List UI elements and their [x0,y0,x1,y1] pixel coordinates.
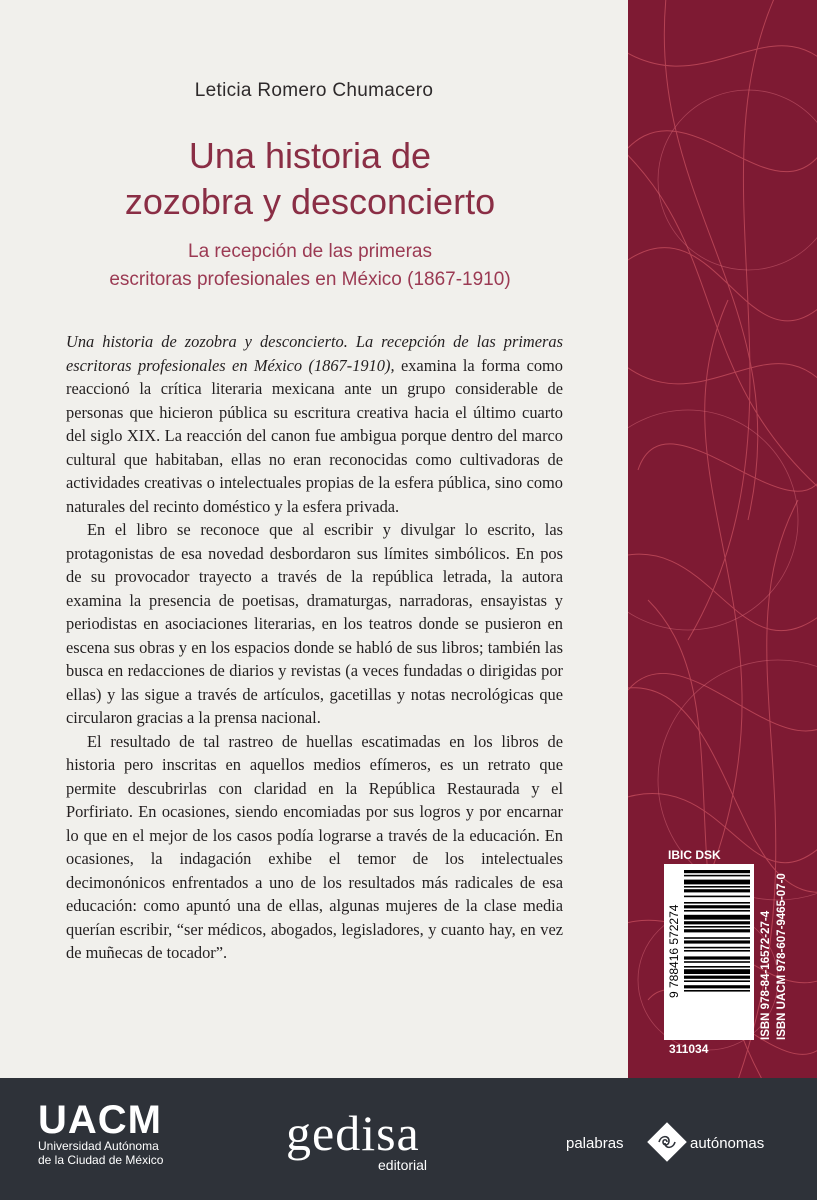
barcode-bar [684,905,750,908]
barcode-bar [684,870,750,873]
barcode-bar [684,990,750,992]
barcode-bar [684,937,750,939]
uacm-sub-line-2: de la Ciudad de México [38,1153,164,1167]
gedisa-subtitle: editorial [378,1157,428,1173]
isbn-uacm-number: ISBN UACM 978-607-9465-07-0 [776,873,788,1040]
barcode-bar [684,929,750,932]
barcode-bar [684,950,750,952]
author-name: Leticia Romero Chumacero [194,80,434,101]
barcode-bar [684,896,750,898]
uacm-subtitle [38,1139,238,1167]
collection-diamond-icon [645,1120,689,1164]
synopsis-paragraph-1 [66,330,563,518]
barcode-bar [684,980,750,982]
barcode-bar [684,915,750,920]
uacm-sub-line-1: Universidad Autónoma [38,1139,159,1153]
book-title [0,133,620,225]
synopsis-p1-rest: examina la forma como reaccionó la crítica literaria mexicana ante un grupo considerable de personas que hicieron pública su escritura creativa hacia el último cuarto del siglo XIX. La reacción del canon fue ambigua porque dentro del marco cultural que habitaban, ellas no eran reconocidas como cultivadoras de actividades creativas o intelectuales propias de la esfera pública, sino como naturales del recinto doméstico y la esfera privada. [66,355,563,516]
barcode-bar [684,976,750,979]
barcode-bar [684,910,750,912]
barcode-bar [684,956,750,959]
ibic-label: IBIC DSK [668,848,721,862]
barcode-bar [684,985,750,988]
barcode-bar [684,966,750,968]
barcode-bar [684,875,750,877]
barcode-bar [684,926,750,928]
synopsis-paragraph-2: En el libro se reconoce que al escribir y divulgar lo escrito, las protagonistas de esa novedad desbordaron sus límites simbólicos. En pos de su provocador trayecto a través de la república letrada, la autora examina la presencia de poetisas, dramaturgas, narradoras, ensayistas y periodistas en asociaciones literarias, en los teatros donde se pusieron en escena sus obras y en los espacios donde se habló de sus libros; también las busca en redacciones de diarios y revistas (a veces fundadas o dirigidas por ellas) y las sigue a través de artículos, gacetillas y notas necrológicas que circularon gracias a la prensa nacional. [66,520,563,727]
synopsis-italic-title: Una historia de zozobra y desconcierto. La recepción de las primeras escritoras profesionales en México (1867-1910), [66,332,563,375]
barcode-bar [684,902,750,904]
title-line-2: zozobra y desconcierto [124,181,496,222]
barcode-bar [684,969,750,974]
barcode-bar [684,880,750,885]
collection-name-right: autónomas [690,1135,765,1152]
barcode-bar [684,947,750,949]
barcode-bar [684,921,750,924]
book-subtitle [0,238,620,294]
subtitle-line-2: escritoras profesionales en México (1867-1910) [109,269,511,290]
barcode-bar [684,889,750,892]
barcode-bar [684,886,750,888]
barcode-digits: 9 788416 572274 [667,904,681,998]
barcode-bar [684,940,750,943]
product-code: 311034 [669,1042,709,1056]
gedisa-logo: gedisa [286,1105,420,1161]
title-line-1: Una historia de [188,135,432,176]
synopsis-paragraph-3: El resultado de tal rastreo de huellas escatimadas en los libros de historia pero inscritas en aquellos medios efímeros, es un retrato que permite descubrirlas con claridad en la República Restaurada y el Porfiriato. En ocasiones, siendo encomiadas por sus logros y por encarnar lo que en el mejor de los casos podía lograrse a través de la educación. En ocasiones, la indagación exhibe el temor de los intelectuales decimonónicos enfrentados a uno de los resultados más radicales de esa educación: como apuntó una de ellas, algunas mujeres de la clase media querían escribir, “ser médicos, abogados, legisladores, y cuanto hay, en vez de muñecas de tocador”. [66,731,563,962]
synopsis [66,330,563,965]
collection-name-left: palabras [566,1135,624,1152]
barcode-bar [684,961,750,963]
subtitle-line-1: La recepción de las primeras [188,241,432,262]
isbn-number: ISBN 978-84-16572-27-4 [760,910,772,1040]
uacm-logo: UACM [38,1098,162,1142]
